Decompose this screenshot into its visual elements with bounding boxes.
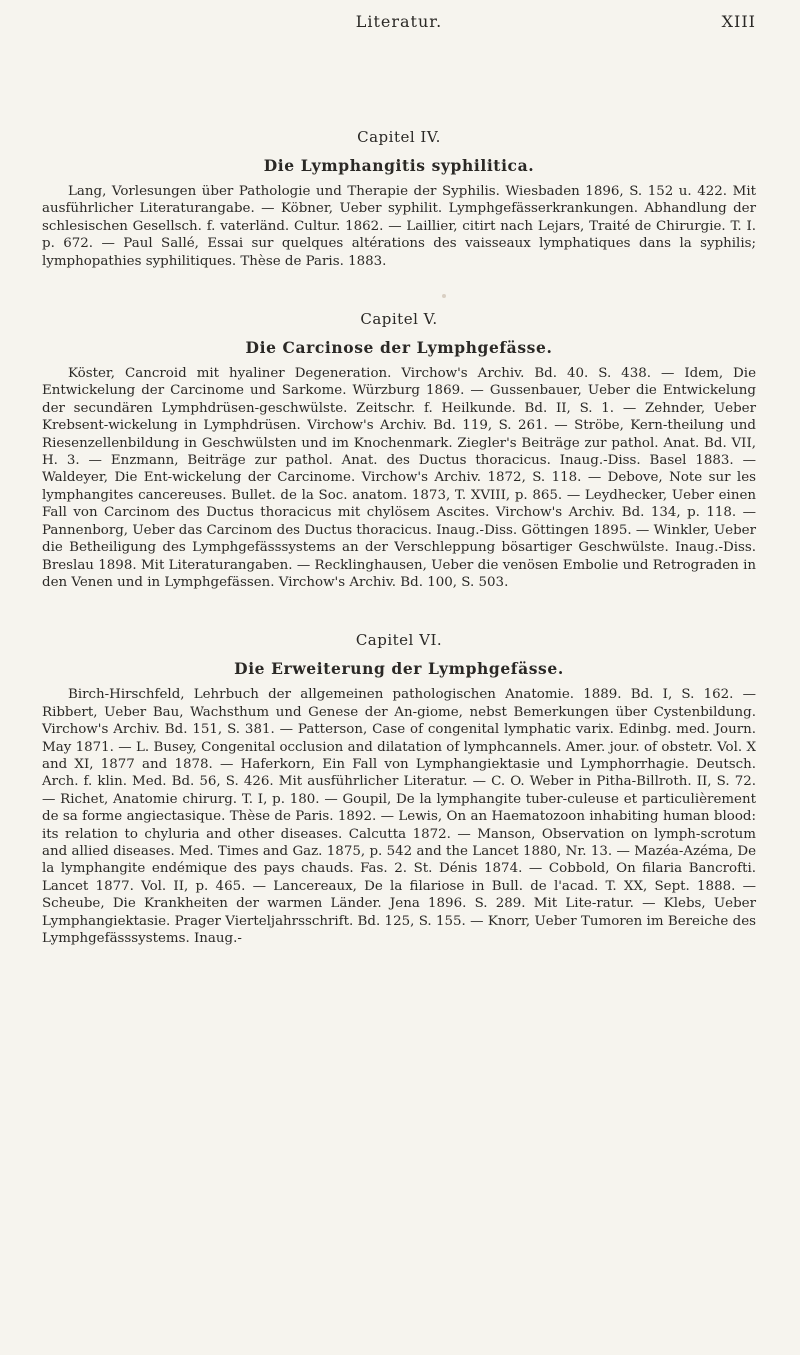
bibliography-paragraph: Lang, Vorlesungen über Pathologie und Therapie der Syphilis. Wiesbaden 1896, S. 152 u. 422. Mit ausführlicher Literaturangabe. — Köbner, Ueber syphilit. Lymphgefässerkrankungen. Abhandlung der schlesischen Gesellsch. f. vaterländ. Cultur. 1862. — Laillier, citirt nach Lejars, Traité de Chirurgie. T. I. p. 672. — Paul Sallé, Essai sur quelques altérations des vaisseaux lymphatiques dans la syphilis; lymphopathies syphilitiques. Thèse de Paris. 1883. [42, 184, 756, 269]
bibliography-paragraph: Köster, Cancroid mit hyaliner Degeneration. Virchow's Archiv. Bd. 40. S. 438. — Idem, Die Entwickelung der Carcinome und Sarkome. Würzburg 1869. — Gussenbauer, Ueber die Entwickelung der secundären Lymphdrüsen-geschwülste. Zeitschr. f. Heilkunde. Bd. II, S. 1. — Zehnder, Ueber Krebsent-wickelung in Lymphdrüsen. Virchow's Archiv. Bd. 119, S. 261. — Ströbe, Kern-theilung und Riesenzellenbildung in Geschwülsten und im Knochenmark. Ziegler's Beiträge zur pathol. Anat. Bd. VII, H. 3. — Enzmann, Beiträge zur pathol. Anat. des Ductus thoracicus. Inaug.-Diss. Basel 1883. — Waldeyer, Die Ent-wickelung der Carcinome. Virchow's Archiv. 1872, S. 118. — Debove, Note sur les lymphangites cancereuses. Bullet. de la Soc. anatom. 1873, T. XVIII, p. 865. — Leydhecker, Ueber einen Fall von Carcinom des Ductus thoracicus mit chylösem Ascites. Virchow's Archiv. Bd. 134, p. 118. — Pannenborg, Ueber das Carcinom des Ductus thoracicus. Inaug.-Diss. Göttingen 1895. — Winkler, Ueber die Betheiligung des Lymphgefässsystems an der Verschleppung bösartiger Geschwülste. Inaug.-Diss. Breslau 1898. Mit Literaturangaben. — Recklinghausen, Ueber die venösen Embolie und Retrograden in den Venen und in Lymphgefässen. Virchow's Archiv. Bd. 100, S. 503. [42, 366, 756, 590]
paper-speck-mark [442, 294, 446, 298]
chapter-title: Die Lymphangitis syphilitica. [263, 156, 535, 175]
chapter-label: Capitel IV. [357, 128, 441, 146]
chapter-title: Die Carcinose der Lymphgefässe. [245, 338, 553, 358]
running-header [42, 0, 756, 56]
chapter-title: Die Erweiterung der Lymphgefässe. [234, 659, 564, 679]
chapter-vi-section [42, 631, 756, 947]
chapter-label: Capitel VI. [355, 631, 443, 650]
bibliography-paragraph: Birch-Hirschfeld, Lehrbuch der allgemeinen pathologischen Anatomie. 1889. Bd. I, S. 162. — Ribbert, Ueber Bau, Wachsthum und Genese der An-giome, nebst Bemerkungen über Cystenbildung. Virchow's Archiv. Bd. 151, S. 381. — Patterson, Case of congenital lymphatic varix. Edinbg. med. Journ. May 1871. — L. Busey, Congenital occlusion and dilatation of lymphcannels. Amer. jour. of obstetr. Vol. X and XI, 1877 and 1878. — Haferkorn, Ein Fall von Lymphangiektasie und Lymphorrhagie. Deutsch. Arch. f. klin. Med. Bd. 56, S. 426. Mit ausführlicher Literatur. — C. O. Weber in Pitha-Billroth. II, S. 72. — Richet, Anatomie chirurg. T. I, p. 180. — Goupil, De la lymphangite tuber-culeuse et particulièrement de sa forme angiectasique. Thèse de Paris. 1892. — Lewis, On an Haematozoon inhabiting human blood: its relation to chyluria and other diseases. Calcutta 1872. — Manson, Observation on lymph-scrotum and allied diseases. Med. Times and Gaz. 1875, p. 542 and the Lancet 1880, Nr. 13. — Mazéa-Azéma, De la lymphangite endémique des pays chauds. Fas. 2. St. Dénis 1874. — Cobbold, On filaria Bancrofti. Lancet 1877. Vol. II, p. 465. — Lancereaux, De la filariose in Bull. de l'acad. T. XX, Sept. 1888. — Scheube, Die Krankheiten der warmen Länder. Jena 1896. S. 289. Mit Lite-ratur. — Klebs, Ueber Lymphangiektasie. Prager Vierteljahrsschrift. Bd. 125, S. 155. — Knorr, Ueber Tumoren im Bereiche des Lymphgefässsystems. Inaug.- [42, 687, 756, 946]
page-number: XIII [721, 12, 756, 31]
chapter-label: Capitel V. [360, 310, 438, 329]
running-title: Literatur. [355, 12, 443, 31]
chapter-iv-section [42, 128, 756, 270]
chapter-v-section [42, 310, 756, 591]
